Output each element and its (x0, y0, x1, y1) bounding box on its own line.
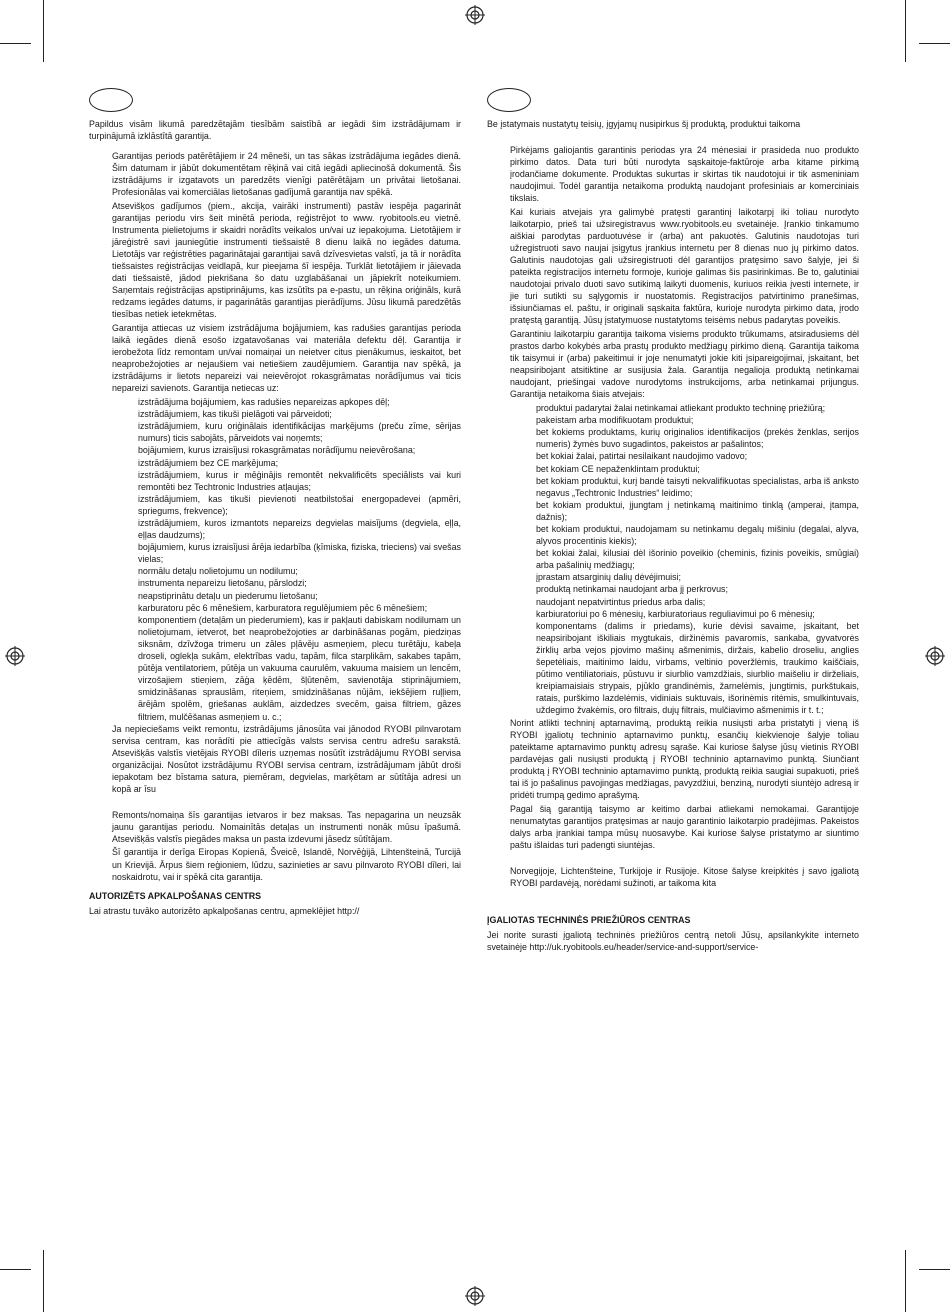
left-section-heading: AUTORIZĒTS APKALPOŠANAS CENTRS (89, 891, 262, 902)
right-column (487, 88, 859, 955)
right-countries-paragraph: Norvegijoje, Lichtenšteine, Turkijoje ir Rusijoje. Kitose šalyse kreipkitės į savo įgaliotą RYOBI pardavėją, norėdami sužinoti, ar taikoma kita (510, 865, 859, 888)
registration-mark-icon (5, 646, 25, 666)
left-list-item: izstrādājumiem bez CE marķējuma; (138, 457, 279, 468)
right-list-item: karbiuratoriui po 6 mėnesių, karbiuratoriaus reguliavimui po 6 mėnesių; (536, 608, 815, 619)
left-list-item: komponentiem (detaļām un piederumiem), kas ir pakļauti dabiskam nodilumam un nolietojumam, ietverot, bet neaprobežojoties ar darbināšanas pogām, piedziņas siksnām, dzīvžoga trimeru un zāles pļāvēju asmeņiem, plecu turētāju, kabeļa droseli, oglekļa sukām, elektrības vadu, tapām, filca starplikām, sakabes tapām, pūtēja ventilatoriem, pūtēja un vakuuma caurulēm, vakuuma maisiem un lencēm, virzošajiem stieņiem, zāģa ķēdēm, šļūtenēm, savienotāja stiprinājumiem, smidzināšanas sprauslām, riteņiem, smidzināšanas nūjām, iekšējiem ruļļiem, ārējām spolēm, griešanas auklām, aizdedzes svecēm, gaisa filtriem, gāzes filtriem, mulčēšanas asmeņiem u. c.; (138, 614, 461, 722)
right-service-text: Jei norite surasti įgaliotą techninės priežiūros centrą netoli Jūsų, apsilankykite interneto svetainėje http://uk.ryobitools.eu/header/service-and-support/service- (487, 930, 859, 953)
left-list-item: instrumenta nepareizu lietošanu, pārslodzi; (138, 578, 307, 589)
left-list-item: neapstiprinātu detaļu un piederumu lietošanu; (138, 590, 318, 601)
right-list-item: bet kokiam produktui, kurį bandė taisyti nekvalifikuotas specialistas, arba iš anksto negavus „Techtronic Industries“ leidimo; (536, 475, 859, 498)
crop-mark (905, 1250, 906, 1312)
crop-mark (43, 0, 44, 62)
right-list-item: bet kokiam CE nepaženklintam produktui; (536, 463, 700, 474)
right-list-item: bet kokiam produktui, naudojamam su netinkamu degalų mišiniu (degalai, alyva, alyvos procentinis kiekis); (536, 524, 859, 547)
right-list-item: bet kokiems produktams, kurių originalios identifikacijos (prekės ženklas, serijos numeris) žymės buvo sugadintos, pakeistos ar pašalintos; (536, 427, 859, 450)
right-list-item: bet kokiam produktui, įjungtam į netinkamą maitinimo tinklą (amperai, įtampa, dažnis); (536, 499, 859, 522)
right-list-item: produktą netinkamai naudojant arba jį perkrovus; (536, 584, 728, 595)
left-column (89, 88, 461, 919)
right-list-item: naudojant nepatvirtintus priedus arba dalis; (536, 596, 706, 607)
registration-mark-icon (465, 1286, 485, 1306)
registration-mark-icon (465, 5, 485, 25)
left-intro: Papildus visām likumā paredzētajām tiesībām saistībā ar iegādi šim izstrādājumam ir turpinājumā izklāstītā garantija. (89, 119, 461, 142)
left-paragraph: Atsevišķos gadījumos (piem., akcija, vairāki instrumenti) pastāv iespēja pagarināt garantijas periodu virs šeit minētā perioda, reģistrējot to www. ryobitools.eu vietnē. Instrumenta pielietojums ir skaidri norādīts veikalos un/vai uz iepakojuma. Lietotājiem ir jāreģistrē savi jauniegūtie instrumenti tiešsaistē 8 dienu laikā no iegādes datuma. Lietotājs var reģistrēties pagarinātajai garantijai savā dzīvesvietas valstī, ja tā ir norādīta tiešsaistes reģistrācijas veidlapā, kur pieejama šī iespēja. Turklāt lietotājiem ir jāievada dati tiešsaistē, jādod piekrišana šo datu uzglabāšanai un jāpiekrīt noteikumiem. Saņemtais reģistrācijas apstiprinājums, kas izsūtīts pa e-pastu, un rēķina oriģināls, kurā redzams iegādes datums, ir pagarinātās garantijas pierādījums. Jūsu likumā paredzētās tiesības netiek ietekmētas. (112, 200, 461, 320)
right-paragraph: Kai kuriais atvejais yra galimybė pratęsti garantinį laikotarpį iki toliau nurodyto laikotarpio, prieš tai užsiregistravus www.ryobitools.eu svetainėje. Įrankio tinkamumo aiškiai parodytas parduotuvėse ir (arba) ant pakuotės. Galutinis naudotojas turi užregistruoti savo naujai įsigytus įrankius internetu per 8 dienas nuo jų pirkimo datos. Galutinis naudotojas gali užsiregistruoti dėl garantijos pratęsimo savo šalyje, jei ši pateikta registracijos internetu formoje, kurioje galimas šis pasirinkimas. Be to, galutiniai naudotojai privalo duoti savo sutikimą laikyti duomenis, kuriuos reikia įvesti internete, ir jie turi sutikti su sąlygomis ir nuostatomis. Registracijos patvirtinimo pranešimas, išsiunčiamas el. paštu, ir originali sąskaita faktūra, kurioje nurodyta pirkimo data, įrodo pratęstą garantiją. Jūsų įstatymuose nustatytoms teisėms nebus padarytas poveikis. (510, 206, 859, 326)
crop-mark (0, 1269, 31, 1270)
right-repair-paragraph: Norint atlikti techninį aptarnavimą, produktą reikia nusiųsti arba pristatyti į vieną iš RYOBI įgaliotų techninio aptarnavimo punktų, esančių kiekvienoje šalyje toliau pateiktame aptarnavimo punktų adresų sąraše. Kai kuriose šalyse jūsų vietinis RYOBI pardavėjas gali nusiųsti produktą į RYOBI techninio aptarnavimo punktą. Siunčiant produktą į RYOBI techninio aptarnavimo punktą, produktą reikia saugiai supakuoti, prieš tai iš jo pašalinus pavojingas medžiagas, pavyzdžiui, benziną, nurodyti siuntėjo adresą ir pridėti trumpą gedimo aprašymą. (510, 717, 859, 801)
registration-mark-icon (925, 646, 945, 666)
left-list-item: izstrādājumiem, kas tikuši pievienoti neatbilstošai energopadevei (apmēri, spriegums, frekvence); (138, 493, 461, 516)
right-list-item: pakeistam arba modifikuotam produktui; (536, 415, 694, 426)
left-countries-paragraph: Šī garantija ir derīga Eiropas Kopienā, Šveicē, Islandē, Norvēģijā, Lihtenšteinā, Turcijā un Krievijā. Ārpus šiem reģioniem, lūdzu, sazinieties ar savu pilnvaroto RYOBI dīleri, lai noskaidrotu, vai ir spēkā cita garantija. (112, 847, 461, 882)
language-badge-oval (89, 88, 133, 112)
right-list-item: įprastam atsarginių dalių dėvėjimuisi; (536, 572, 682, 583)
right-list-item: bet kokiai žalai, kilusiai dėl išorinio poveikio (cheminis, fizinis poveikis, smūgiai) arba pašalinių medžiagų; (536, 548, 859, 571)
left-list-item: bojājumiem, kurus izraisījusi rokasgrāmatas norādījumu neievērošana; (138, 445, 416, 456)
language-badge-oval (487, 88, 531, 112)
crop-mark (919, 43, 950, 44)
left-list-item: bojājumiem, kurus izraisījusi ārēja iedarbība (ķīmiska, fiziska, trieciens) vai svešas vielas; (138, 542, 461, 565)
left-list-item: izstrādājuma bojājumiem, kas radušies nepareizas apkopes dēļ; (138, 397, 390, 408)
right-list-item: komponentams (dalims ir priedams), kurie dėvisi savaime, įskaitant, bet neapsiribojant iškiliais mygtukais, diržinėmis pavaromis, sankaba, gyvatvorės žirklių arba vejos pjovimo mašinų ašmenimis, diržais, kabelio droseliu, anglies šepetėliais, maitinimo laidu, virbams, veltinio poveržlėmis, traukimo kaiščiais, pūtimo ventiliatoriais, pūstuvu ir siurblio vamzdžiais, siurblio maišeliu ir dirželiais, kreipiamaisiais strypais, pjūklo grandinėmis, žarnelėmis, jungtimis, purkštukais, ratais, purškimo lazdelėmis, vidiniais suktuvais, išorinėmis ritėmis, smulkintuvais, uždegimo žvakėmis, oro filtrais, dujų filtrais, mulčiavimo ašmenimis ir t. t.; (536, 620, 859, 716)
crop-mark (905, 0, 906, 62)
right-paragraph: Pirkėjams galiojantis garantinis periodas yra 24 mėnesiai ir prasideda nuo produkto pirkimo datos. Data turi būti nurodyta sąskaitoje-faktūroje arba kitame pirkimą įrodančiame dokumente. Produktas sukurtas ir skirtas tik naudotojui ir tik asmeniniam naudojimui. Todėl garantija netaikoma produktą naudojant profesiniais ar komerciniais tikslais. (510, 144, 859, 203)
left-paragraph: Garantija attiecas uz visiem izstrādājuma bojājumiem, kas radušies garantijas perioda laikā iegādes dienā esošo izgatavošanas vai materiāla defektu dēļ. Garantija ir ierobežota līdz remontam un/vai nomaiņai un neietver citus pienākumus, ieskaitot, bet neaprobežojoties ar nejaušiem vai netiešiem zaudējumiem. Garantija nav spēkā, ja izstrādājums ir lietots nepareizi vai neievērojot rokasgrāmatas norādījumus vai ticis nepareizi savienots. Garantija netiecas uz: (112, 323, 461, 394)
right-list-item: bet kokiai žalai, patirtai nesilaikant naudojimo vadovo; (536, 451, 748, 462)
right-bullet-list (487, 402, 859, 716)
right-section-heading: ĮGALIOTAS TECHNINĖS PRIEŽIŪROS CENTRAS (487, 915, 691, 926)
right-intro: Be įstatymais nustatytų teisių, įgyjamų nusipirkus šį produktą, produktui taikoma (487, 119, 801, 129)
right-list-item: produktui padarytai žalai netinkamai atliekant produkto techninę priežiūrą; (536, 403, 826, 414)
left-list-item: karburatoru pēc 6 mēnešiem, karburatora regulējumiem pēc 6 mēnešiem; (138, 602, 428, 613)
left-list-item: izstrādājumiem, kuru oriģinālais identifikācijas marķējums (preču zīme, sērijas numurs) ticis sabojāts, pārveidots vai noņemts; (138, 421, 461, 444)
left-repair-paragraph: Ja nepieciešams veikt remontu, izstrādājums jānosūta vai jānodod RYOBI pilnvarotam servisa centram, kas norādīti pie attiecīgās valsts servisa centru adrešu sarakstā. Atsevišķās valstīs vietējais RYOBI dīleris uzņemas nosūtīt izstrādājumu RYOBI servisa organizācijai. Nosūtot izstrādājumu RYOBI servisa centram, izstrādājumam jābūt droši iepakotam bez bīstama satura, piemēram, degvielas, marķētam ar sūtītāja adresi un kopā ar īsu (112, 723, 461, 795)
left-paragraph: Garantijas periods patērētājiem ir 24 mēneši, un tas sākas izstrādājuma iegādes dienā. Šim datumam ir jābūt dokumentētam rēķinā vai citā iegādi apliecinošā dokumentā. Šis izstrādājums ir izgatavots un paredzēts vienīgi patērētājam un privātai lietošanai. Profesionālas vai komerciālas lietošanas gadījumā garantija nav spēkā. (112, 150, 461, 197)
crop-mark (43, 1250, 44, 1312)
left-bullet-list (89, 396, 461, 723)
left-service-text: Lai atrastu tuvāko autorizēto apkalpošanas centru, apmeklējiet http:// (89, 906, 360, 917)
crop-mark (0, 43, 31, 44)
left-list-item: izstrādājumiem, kas tikuši pielāgoti vai pārveidoti; (138, 409, 332, 420)
right-free-paragraph: Pagal šią garantiją taisymo ar keitimo darbai atliekami nemokamai. Garantijoje nenumatytas garantijos pratęsimas ar naujo garantinio laikotarpio pradėjimas. Pakeistos dalys arba įrankiai tampa mūsų nuosavybe. Kai kuriose šalyse pristatymo ar siuntimo paštu išlaidas turi padengti siuntėjas. (510, 803, 859, 850)
right-paragraph: Garantiniu laikotarpiu garantija taikoma visiems produkto trūkumams, atsiradusiems dėl prastos darbo kokybės arba prastų produkto medžiagų pirkimo dieną. Garantija taikoma tik taisymui ir (arba) pakeitimui ir joje nenumatyti jokie kiti įsipareigojimai, įskaitant, bet neapsiribojant atsitiktine ar susijusia žala. Garantija negalioja produktą netinkamai naudojant, priešingai vadove nurodytoms instrukcijoms, arba netinkamai prijungus. Garantija netaikoma šiais atvejais: (510, 329, 859, 400)
left-list-item: normālu detaļu nolietojumu un nodilumu; (138, 566, 298, 577)
left-list-item: izstrādājumiem, kurus ir mēģinājis remontēt nekvalificēts speciālists vai kuri remontēti bez Techtronic Industries atļaujas; (138, 469, 461, 492)
left-free-paragraph: Remonts/nomaiņa šīs garantijas ietvaros ir bez maksas. Tas nepagarina un neuzsāk jaunu garantijas periodu. Nomainītās detaļas un instrumenti nonāk mūsu īpašumā. Atsevišķās valstīs piegādes maksa un pasta izdevumi jāsedz sūtītājam. (112, 809, 461, 844)
crop-mark (919, 1269, 950, 1270)
left-list-item: izstrādājumiem, kuros izmantots nepareizs degvielas maisījums (degviela, eļļa, eļļas daudzums); (138, 518, 461, 541)
